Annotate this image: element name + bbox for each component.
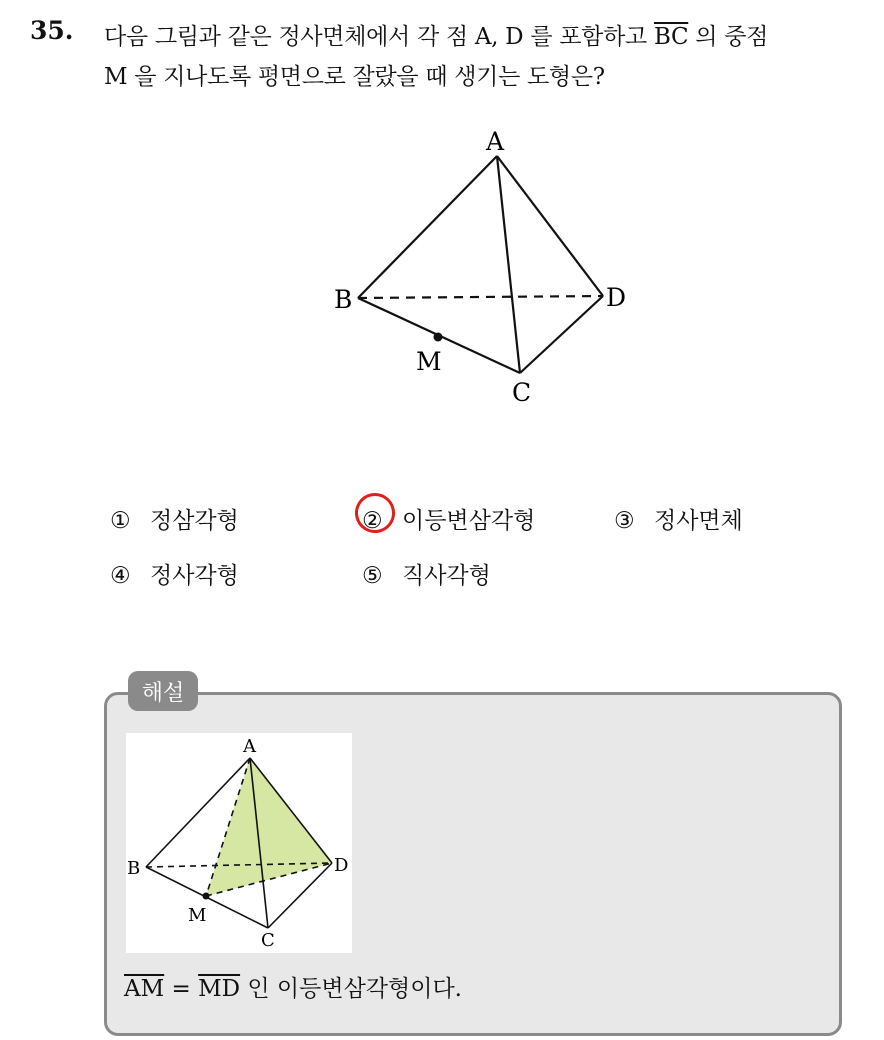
choice-4[interactable] xyxy=(110,557,239,590)
tetrahedron-figure xyxy=(300,120,640,420)
segment-md: $\overline{MD}$ xyxy=(198,976,241,1002)
label-d: D xyxy=(606,283,627,312)
choice-text: 직사각형 xyxy=(402,563,491,589)
question-text-line-1 xyxy=(104,18,768,51)
question-number: 35. xyxy=(30,16,74,45)
choice-number: ③ xyxy=(614,508,635,534)
choice-1[interactable] xyxy=(110,502,239,535)
choice-number: ⑤ xyxy=(362,563,383,589)
label-d: D xyxy=(334,855,349,876)
choice-number: ④ xyxy=(110,563,131,589)
choice-text: 정사각형 xyxy=(150,563,239,589)
label-m: M xyxy=(416,347,442,376)
choice-5[interactable] xyxy=(362,557,491,590)
choice-number: ② xyxy=(362,508,383,534)
label-b: B xyxy=(127,858,141,879)
solution-tab: 해설 xyxy=(128,671,198,711)
midpoint-m xyxy=(203,893,210,900)
label-c: C xyxy=(261,930,275,951)
question-text-line-2: M 을 지나도록 평면으로 잘랐을 때 생기는 도형은? xyxy=(104,64,605,90)
question-text-part: 의 중점 xyxy=(688,24,769,50)
choice-number: ① xyxy=(110,508,131,534)
edge-cd xyxy=(520,296,603,373)
edge-ab xyxy=(358,156,497,298)
label-a: A xyxy=(486,127,505,156)
cross-section-triangle xyxy=(206,758,332,896)
label-a: A xyxy=(243,736,256,757)
choice-3[interactable] xyxy=(614,502,743,535)
edge-ac xyxy=(497,156,520,373)
label-c: C xyxy=(512,378,532,407)
label-b: B xyxy=(334,285,353,314)
choice-text: 정사면체 xyxy=(654,508,743,534)
midpoint-m xyxy=(434,333,443,342)
solution-text-part: 인 이등변삼각형이다. xyxy=(240,976,462,1002)
label-m: M xyxy=(188,905,207,926)
edge-bd-hidden xyxy=(358,296,603,298)
edge-ad xyxy=(497,156,603,296)
choice-text: 이등변삼각형 xyxy=(402,508,536,534)
choice-text: 정삼각형 xyxy=(150,508,239,534)
segment-bc: $\overline{BC}$ xyxy=(653,24,689,50)
question-text-part: 다음 그림과 같은 정사면체에서 각 점 A, D 를 포함하고 xyxy=(104,24,654,50)
solution-text xyxy=(124,970,462,1003)
equals-sign: = xyxy=(164,976,199,1002)
solution-figure xyxy=(126,733,352,953)
segment-am: $\overline{AM}$ xyxy=(124,976,165,1002)
